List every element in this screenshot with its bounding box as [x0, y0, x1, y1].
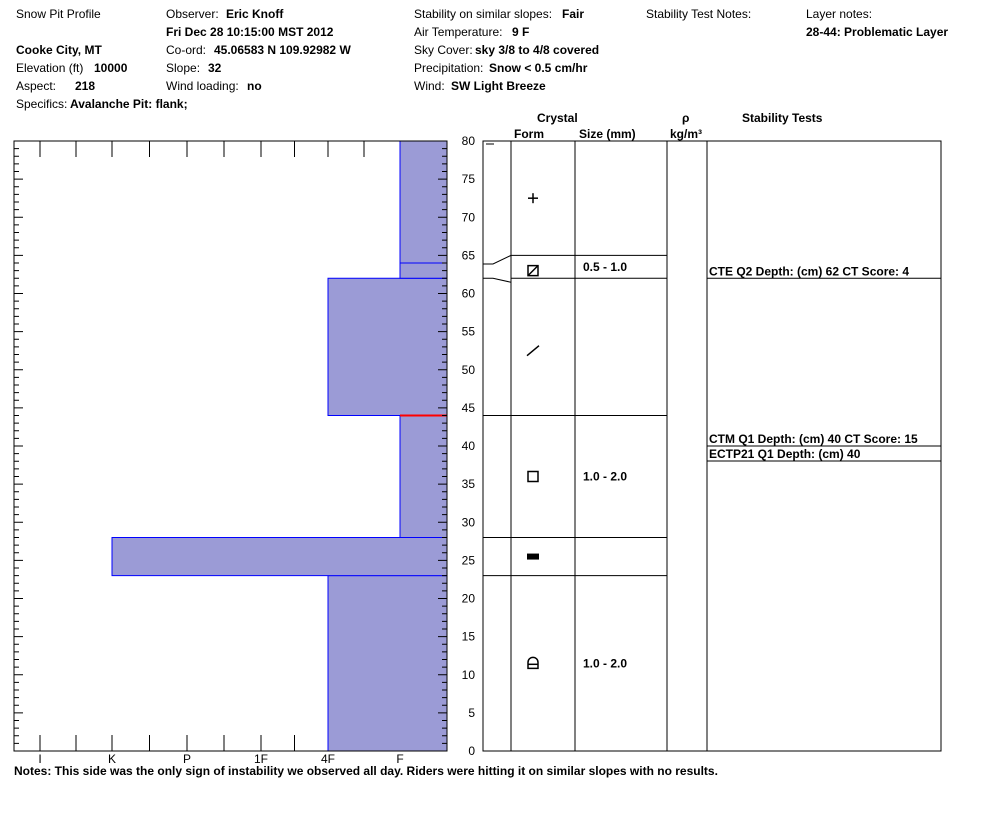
hardness-tick-label: P	[182, 752, 192, 766]
depth-tick-label: 55	[461, 324, 475, 339]
layer-notes-value: 28-44: Problematic Layer	[806, 25, 949, 39]
elevation-label: Elevation (ft)	[16, 61, 84, 75]
hardness-tick-label: K	[107, 752, 117, 766]
hardness-layers	[112, 141, 447, 751]
crystal-header: Crystal	[537, 111, 578, 125]
depth-tick-label: 5	[468, 705, 475, 720]
size-header: Size (mm)	[579, 127, 636, 141]
density-unit-header: kg/m³	[670, 127, 703, 141]
precip-label: Precipitation:	[414, 61, 484, 75]
air-temp-label: Air Temperature:	[414, 25, 503, 39]
precip-value: Snow < 0.5 cm/hr	[489, 61, 588, 75]
filled-bar-icon	[527, 554, 539, 560]
hardness-layer	[328, 576, 447, 751]
slash-icon-stroke	[527, 346, 539, 356]
stability-test-label: CTM Q1 Depth: (cm) 40 CT Score: 15	[709, 432, 918, 446]
plus-icon	[528, 193, 538, 203]
stability-tests-header: Stability Tests	[742, 111, 823, 125]
crystal-size-label: 1.0 - 2.0	[583, 469, 628, 484]
location: Cooke City, MT	[16, 43, 102, 57]
layer-notes-label: Layer notes:	[806, 7, 873, 21]
sky-value: sky 3/8 to 4/8 covered	[475, 43, 600, 57]
slope-label: Slope:	[166, 61, 201, 75]
hardness-layer	[112, 538, 447, 576]
wind-loading-value: no	[247, 79, 262, 93]
boxed-slash-icon-stroke	[528, 266, 538, 276]
crystal-size-label: 1.0 - 2.0	[583, 656, 628, 671]
stability-notes-label: Stability Test Notes:	[646, 7, 752, 21]
depth-tick-label: 35	[461, 477, 475, 492]
specifics-value: Avalanche Pit: flank;	[70, 97, 188, 111]
depth-tick-label: 25	[461, 553, 475, 568]
observer-label: Observer:	[166, 7, 219, 21]
depth-tick-label: 0	[468, 744, 475, 758]
depth-tick-label: 40	[461, 439, 475, 453]
stability-value: Fair	[562, 7, 585, 21]
boundary-connector	[483, 278, 511, 282]
stability-test-label: ECTP21 Q1 Depth: (cm) 40	[709, 447, 861, 461]
hardness-tick-label: F	[396, 752, 404, 766]
hardness-tick-label: 4F	[320, 752, 336, 766]
slope-value: 32	[208, 61, 222, 75]
coord-value: 45.06583 N 109.92982 W	[214, 43, 351, 57]
aspect-label: Aspect:	[16, 79, 57, 93]
depth-tick-label: 60	[461, 286, 475, 301]
observation-datetime: Fri Dec 28 10:15:00 MST 2012	[166, 25, 334, 39]
depth-tick-label: 15	[461, 629, 475, 644]
depth-tick-label: 65	[461, 248, 475, 263]
wind-label: Wind:	[414, 79, 445, 93]
depth-tick-label: 75	[461, 172, 475, 187]
hardness-layer	[400, 141, 447, 263]
sky-label: Sky Cover:	[414, 43, 473, 57]
stability-test-label: CTE Q2 Depth: (cm) 62 CT Score: 4	[709, 264, 910, 279]
boundary-connector	[483, 255, 511, 264]
boxed-slash-icon	[528, 266, 538, 276]
depth-tick-label: 70	[461, 210, 475, 225]
page-title: Snow Pit Profile	[16, 7, 101, 21]
hardness-layer	[328, 278, 447, 415]
layer-panel	[483, 141, 941, 751]
depth-tick-label: 50	[461, 362, 475, 377]
coord-label: Co-ord:	[166, 43, 207, 57]
crystal-size-label: 0.5 - 1.0	[583, 259, 628, 274]
depth-hoar-icon-shape	[528, 657, 538, 668]
hardness-tick-label: 1F	[253, 752, 269, 766]
hardness-tick-label: I	[38, 752, 42, 766]
density-header: ρ	[682, 111, 690, 125]
filled-bar-icon-shape	[527, 554, 539, 560]
aspect-value: 218	[75, 79, 96, 93]
depth-hoar-icon	[528, 657, 538, 668]
depth-tick-label: 45	[461, 400, 475, 415]
specifics-label: Specifics:	[16, 97, 68, 111]
air-temp-value: 9 F	[512, 25, 530, 39]
square-icon-box	[528, 472, 538, 482]
depth-tick-label: 30	[461, 515, 475, 530]
hardness-layer	[400, 416, 447, 538]
observer-value: Eric Knoff	[226, 7, 284, 21]
elevation-value: 10000	[94, 61, 128, 75]
square-icon	[528, 472, 538, 482]
wind-loading-label: Wind loading:	[166, 79, 239, 93]
slash-icon	[527, 346, 539, 356]
depth-tick-label: 20	[461, 591, 475, 606]
wind-value: SW Light Breeze	[451, 79, 546, 93]
notes: Notes: This side was the only sign of instability we observed all day. Riders were hitting it on similar slopes with no results.	[14, 764, 718, 778]
depth-tick-label: 10	[461, 667, 475, 682]
form-header: Form	[514, 127, 544, 141]
depth-tick-label: 80	[461, 134, 475, 148]
stability-label: Stability on similar slopes:	[414, 7, 553, 21]
hardness-layer	[400, 263, 447, 278]
